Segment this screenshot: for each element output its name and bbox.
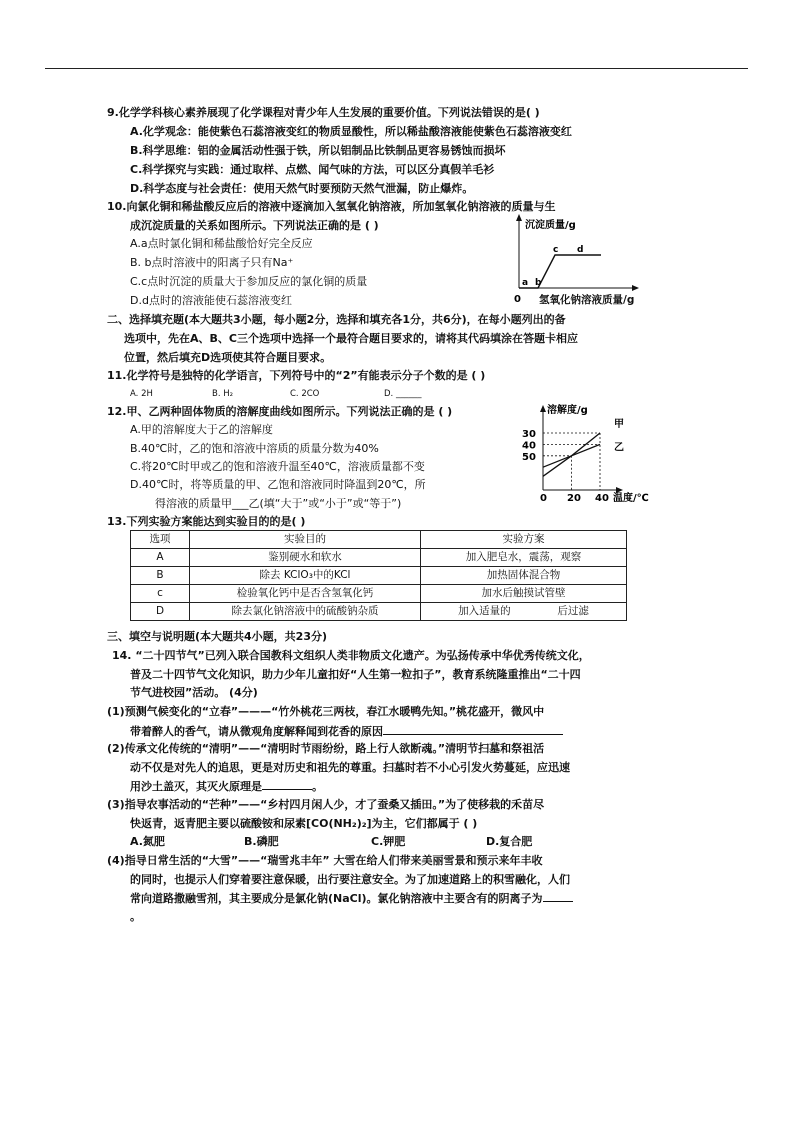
q12-xtick-40: 40 xyxy=(595,493,609,504)
q12-series-line xyxy=(543,433,600,476)
q11-option-c: C. 2CO xyxy=(290,389,320,399)
section2-line3: 位置，然后填充D选项使其符合题目要求。 xyxy=(124,351,332,364)
q14-part3-option-a: A.氮肥 xyxy=(130,835,165,848)
q13-experiment-table xyxy=(130,530,627,621)
table-cell: A xyxy=(131,549,190,567)
q14-part4-answer-blank[interactable] xyxy=(543,889,573,902)
q10-y-arrow xyxy=(516,214,522,221)
q10-option-b: B. b点时溶液中的阳离子只有Na⁺ xyxy=(130,256,294,269)
q14-part3-line1: (3)指导农事活动的“芒种”——“乡村四月闲人少，才了蚕桑又插田。”为了使移栽的禾苗尽 xyxy=(107,798,545,811)
q10-point-c: c xyxy=(553,245,559,255)
q11-option-a: A. 2H xyxy=(130,389,153,399)
q11-option-b: B. H₂ xyxy=(212,389,234,399)
table-header-cell: 实验方案 xyxy=(421,531,627,549)
q10-xlabel: 氢氧化钠溶液质量/g xyxy=(539,294,635,306)
q14-intro-line1: 14. “二十四节气”已列入联合国教科文组织人类非物质文化遗产。为弘扬传承中华优秀传统文化， xyxy=(112,649,590,662)
q14-part1-text: 带着醉人的香气，请从微观角度解释闻到花香的原因 xyxy=(130,725,383,738)
q14-part3-line2: 快返青，返青肥主要以硫酸铵和尿素[CO(NH₂)₂]为主，它们都属于 ( ) xyxy=(130,817,478,830)
q13-stem: 13.下列实验方案能达到实验目的的是( ) xyxy=(107,515,306,528)
q9-option-a: A.化学观念：能使紫色石蕊溶液变红的物质显酸性，所以稀盐酸溶液能使紫色石蕊溶液变红 xyxy=(130,125,572,138)
q10-stem-line2: 成沉淀质量的关系如图所示。下列说法正确的是 ( ) xyxy=(130,219,379,232)
q12-option-c: C.将20℃时甲或乙的饱和溶液升温至40℃，溶液质量都不变 xyxy=(130,460,425,473)
q14-part4-line2: 的同时，也提示人们穿着要注意保暖，出行要注意安全。为了加速道路上的积雪融化，人们 xyxy=(130,873,570,886)
q14-part1-answer-blank[interactable] xyxy=(383,722,563,735)
q10-stem-line1: 10.向氯化铜和稀盐酸反应后的溶液中逐滴加入氢氧化钠溶液，所加氢氧化钠溶液的质量与生 xyxy=(107,200,556,213)
section2-line1: 二、选择填充题(本大题共3小题，每小题2分，选择和填充各1分，共6分)，在每小题列出的备 xyxy=(107,313,566,326)
table-cell: 除去 KClO₃中的KCl xyxy=(190,567,421,585)
q12-series-label: 甲 xyxy=(614,419,624,430)
q12-ylabel: 溶解度/g xyxy=(547,405,588,416)
section3-title: 三、填空与说明题(本大题共4小题，共23分) xyxy=(107,630,328,643)
q12-xtick-0: 0 xyxy=(540,493,547,504)
q14-part2-line3 xyxy=(130,777,323,795)
q14-part3-option-c: C.钾肥 xyxy=(371,835,406,848)
q10-point-b: b xyxy=(535,278,542,288)
table-cell: 鉴别硬水和软水 xyxy=(190,549,421,567)
table-header-row xyxy=(131,531,627,549)
q14-part1-line2 xyxy=(130,722,563,740)
q9-option-b: B.科学思维：铝的金属活动性强于铁，所以铝制品比铁制品更容易锈蚀而损坏 xyxy=(130,144,506,157)
q11-stem: 11.化学符号是独特的化学语言，下列符号中的“2”有能表示分子个数的是 ( ) xyxy=(107,369,486,382)
q14-part4-line3 xyxy=(130,889,573,907)
q14-part2-end: 。 xyxy=(312,780,323,793)
q10-origin: 0 xyxy=(514,294,521,305)
q14-intro-line3: 节气进校园”活动。 (4分) xyxy=(130,686,258,699)
table-cell: 加热固体混合物 xyxy=(421,567,627,585)
q14-part1-line1: (1)预测气候变化的“立春”———“竹外桃花三两枝，春江水暖鸭先知。”桃花盛开，微风中 xyxy=(107,705,545,718)
section2-line2: 选项中，先在A、B、C三个选项中选择一个最符合题目要求的，请将其代码填涂在答题卡相应 xyxy=(124,332,578,345)
table-cell: D xyxy=(131,603,190,621)
q14-part3-option-d: D.复合肥 xyxy=(486,835,533,848)
q9-stem: 9.化学学科核心素养展现了化学课程对青少年人生发展的重要价值。下列说法错误的是( ) xyxy=(107,106,540,119)
table-cell: 除去氯化钠溶液中的硫酸钠杂质 xyxy=(190,603,421,621)
q10-point-a: a xyxy=(522,278,529,288)
q14-part4-text: 常向道路撒融雪剂，其主要成分是氯化钠(NaCl)。氯化钠溶液中主要含有的阴离子为 xyxy=(130,892,543,905)
q12-series-label: 乙 xyxy=(614,442,624,454)
q10-ylabel: 沉淀质量/g xyxy=(525,220,576,231)
q14-part4-end: 。 xyxy=(130,910,141,923)
header-rule xyxy=(45,68,748,69)
q9-option-c: C.科学探究与实践：通过取样、点燃、闻气味的方法，可以区分真假羊毛衫 xyxy=(130,163,495,176)
table-header-cell: 选项 xyxy=(131,531,190,549)
q12-xlabel: 温度/℃ xyxy=(613,493,649,504)
q12-ytick-label: 30 xyxy=(522,429,536,440)
table-row xyxy=(131,549,627,567)
q14-intro-line2: 普及二十四节气文化知识，助力少年儿童扣好“人生第一粒扣子”，教育系统隆重推出“二十四 xyxy=(130,668,581,681)
q11-option-d: D. ______ xyxy=(384,389,422,399)
table-cell: 加水后触摸试管壁 xyxy=(421,585,627,603)
q10-point-d: d xyxy=(577,245,584,255)
table-cell: 加入适量的 后过滤 xyxy=(421,603,627,621)
table-row xyxy=(131,567,627,585)
q12-option-b: B.40℃时，乙的饱和溶液中溶质的质量分数为40% xyxy=(130,442,379,455)
q14-part4-line1: (4)指导日常生活的“大雪”——“瑞雪兆丰年” 大雪在给人们带来美丽雪景和预示来年丰收 xyxy=(107,854,543,867)
q10-option-c: C.c点时沉淀的质量大于参加反应的氯化铜的质量 xyxy=(130,275,368,288)
q12-option-d: D.40℃时，将等质量的甲、乙饱和溶液同时降温到20℃，所 xyxy=(130,478,426,491)
q10-x-arrow xyxy=(632,285,639,291)
q14-part2-line2: 动不仅是对先人的追思，更是对历史和祖先的尊重。扫墓时若不小心引发火势蔓延，应迅速 xyxy=(130,761,570,774)
q12-option-d-cont: 得溶液的质量甲___乙(填“大于”或“小于”或“等于”) xyxy=(155,497,402,510)
q10-option-d: D.d点时的溶液能使石蕊溶液变红 xyxy=(130,294,292,307)
q9-option-d: D.科学态度与社会责任：使用天然气时要预防天然气泄漏，防止爆炸。 xyxy=(130,182,474,195)
q10-curve xyxy=(519,255,601,288)
q14-part3-option-b: B.磷肥 xyxy=(244,835,279,848)
table-cell: 检验氧化钙中是否含氢氧化钙 xyxy=(190,585,421,603)
q10-option-a: A.a点时氯化铜和稀盐酸恰好完全反应 xyxy=(130,237,313,250)
table-row xyxy=(131,603,627,621)
q12-xtick-20: 20 xyxy=(567,493,581,504)
table-cell: 加入肥皂水，震荡，观察 xyxy=(421,549,627,567)
q12-solubility-chart xyxy=(520,400,660,505)
table-header-cell: 实验目的 xyxy=(190,531,421,549)
table-row xyxy=(131,585,627,603)
q12-option-a: A.甲的溶解度大于乙的溶解度 xyxy=(130,423,273,436)
q14-part2-text: 用沙土盖灭，其灭火原理是 xyxy=(130,780,262,793)
q12-stem: 12.甲、乙两种固体物质的溶解度曲线如图所示。下列说法正确的是 ( ) xyxy=(107,405,453,418)
q14-part2-line1: (2)传承文化传统的“清明”——“清明时节雨纷纷，路上行人欲断魂。”清明节扫墓和祭祖活 xyxy=(107,742,545,755)
table-cell: c xyxy=(131,585,190,603)
q14-part2-answer-blank[interactable] xyxy=(262,777,312,790)
q12-ytick-label: 40 xyxy=(522,440,536,452)
q12-y-arrow xyxy=(540,405,546,412)
table-cell: B xyxy=(131,567,190,585)
q12-ytick-label: 50 xyxy=(522,451,536,463)
